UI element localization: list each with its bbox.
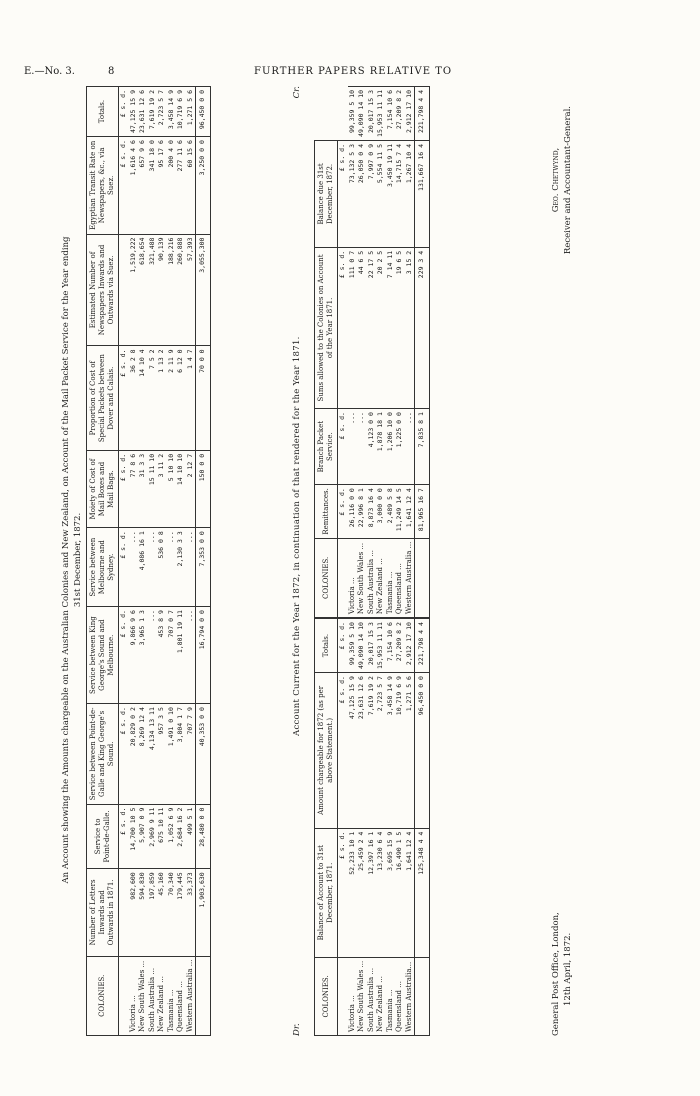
colony-name: Queensland ...: [395, 957, 405, 1035]
table-cell: 9,866 9 6: [129, 607, 139, 704]
table1-lsd-label: £ s. d.: [119, 804, 129, 869]
account-current-table: [314, 86, 430, 1036]
table2-col-header: Amount chargeable for 1872 (as per above Statement.): [315, 673, 338, 829]
colony-name: Western Australia...: [405, 957, 415, 1035]
table-cell: 2,684 16 2: [176, 804, 186, 869]
table2-lsd-label: £ s. d.: [338, 247, 348, 408]
table-cell: 1,801 19 11: [176, 607, 186, 704]
table-row: [157, 87, 167, 1036]
table-cell: 47,125 15 9: [348, 673, 358, 829]
table2-lsd-label: [338, 538, 348, 618]
table2-col-header: COLONIES.: [315, 957, 338, 1035]
table-cell: 20,017 15 3: [367, 87, 377, 141]
total-cell: 40,353 0 0: [196, 704, 211, 805]
total-cell: 96,450 0 0: [415, 673, 430, 829]
table-cell: 27,209 8 2: [395, 87, 405, 141]
table2-col-header: Totals.: [315, 618, 338, 672]
table-cell: 7,154 10 6: [386, 87, 396, 141]
table-cell: ...: [148, 528, 158, 607]
colony-name: New Zealand ...: [376, 957, 386, 1035]
table-cell: 1 13 2: [157, 346, 167, 450]
total-cell: 3,250 0 0: [196, 137, 211, 234]
table-cell: ...: [405, 409, 415, 485]
table-cell: 27,209 8 2: [395, 618, 405, 672]
table-cell: 15,953 11 11: [376, 87, 386, 141]
table-cell: 5,907 0 9: [138, 804, 148, 869]
table-row: [395, 87, 405, 1036]
table-cell: 99,359 5 10: [348, 618, 358, 672]
table-cell: 60 15 6: [186, 137, 196, 234]
table1-lsd-label: £ s. d.: [119, 704, 129, 805]
table-cell: 52,233 10 1: [348, 828, 358, 957]
table-cell: 2,723 5 7: [376, 673, 386, 829]
table-cell: 1,616 4 6: [129, 137, 139, 234]
total-cell: 221,798 4 4: [415, 87, 430, 141]
table1-lsd-label: £ s. d.: [119, 87, 129, 137]
credit-label: Cr.: [292, 86, 302, 99]
table-cell: 3 15 2: [405, 247, 415, 408]
table-cell: 10,719 6 9: [176, 87, 186, 137]
total-cell: 131,667 16 4: [415, 141, 430, 248]
total-cell: 28,480 0 0: [196, 804, 211, 869]
total-cell: 70 0 0: [196, 346, 211, 450]
table-cell: 14,700 10 5: [129, 804, 139, 869]
table-cell: 8,269 12 4: [138, 704, 148, 805]
table-cell: 22 17 5: [367, 247, 377, 408]
table-cell: 73,132 5 3: [348, 141, 358, 248]
table2-lsd-label: £ s. d.: [338, 828, 348, 957]
table-cell: 47,125 15 9: [129, 87, 139, 137]
table1-col-header: Estimated Number of Newspapers Inwards and Outwards via Suez.: [87, 234, 119, 346]
table1-lsd-label: £ s. d.: [119, 450, 129, 527]
office-block: [550, 912, 574, 1036]
colony-name: Queensland ...: [176, 956, 186, 1035]
colony-name: Tasmania ...: [167, 956, 177, 1035]
table-cell: ...: [357, 409, 367, 485]
mail-packet-service-table: [86, 86, 211, 1036]
table-cell: ...: [348, 409, 358, 485]
table-cell: 2,489 5 8: [386, 485, 396, 538]
table-cell: 33,373: [186, 869, 196, 956]
total-cell: 16,794 0 0: [196, 607, 211, 704]
colony-name: Tasmania ...: [386, 538, 396, 618]
table-cell: ...: [186, 607, 196, 704]
table-cell: 16,490 1 5: [395, 828, 405, 957]
table-cell: 3,965 1 3: [138, 607, 148, 704]
table1-lsd-label: £ s. d.: [119, 137, 129, 234]
table-cell: 44 6 5: [357, 247, 367, 408]
total-cell: 96,450 0 0: [196, 87, 211, 137]
signature-block: [550, 106, 574, 254]
table-cell: 453 8 9: [157, 607, 167, 704]
total-cell: [415, 957, 430, 1035]
table-cell: 23,631 12 6: [138, 87, 148, 137]
table-cell: ...: [129, 528, 139, 607]
table2-col-header: Balance due 31st December, 1872.: [315, 141, 338, 248]
table1-col-header: Egyptian Transit Rate on Newspapers, &c., via Suez.: [87, 137, 119, 234]
table1-col-header: Service between Point-de-Galle and King George's Sound.: [87, 704, 119, 805]
table-row: [376, 87, 386, 1036]
table-row: [367, 87, 377, 1036]
table1-col-header: Proportion of Cost of Special Packets between Dover and Calais.: [87, 346, 119, 450]
table-cell: 2,912 17 10: [405, 618, 415, 672]
colony-name: Western Australia ...: [186, 956, 196, 1035]
table-cell: 90,139: [157, 234, 167, 346]
table-cell: 1 4 7: [186, 346, 196, 450]
table-row: [186, 87, 196, 1036]
table-cell: 70,340: [167, 869, 177, 956]
table1-lsd-label: £ s. d.: [119, 528, 129, 607]
table-row: [129, 87, 139, 1036]
table1-lsd-label: [119, 956, 129, 1035]
running-title: FURTHER PAPERS RELATIVE TO: [254, 66, 453, 77]
table-cell: 1,641 12 4: [405, 828, 415, 957]
table-cell: 3 11 2: [157, 450, 167, 527]
table-cell: 7 5 2: [148, 346, 158, 450]
table-cell: 594,830: [138, 869, 148, 956]
table-cell: 49,090 14 10: [357, 87, 367, 141]
table-row: [386, 87, 396, 1036]
colony-name: Victoria ...: [348, 957, 358, 1035]
table2-col-header: Branch Packet Service.: [315, 409, 338, 485]
table-cell: 6 12 0: [176, 346, 186, 450]
table-row: [348, 87, 358, 1036]
table-row: [176, 87, 186, 1036]
totals-row: [415, 87, 430, 1036]
office-name: General Post Office, London,: [551, 912, 561, 1036]
table-cell: 4,134 13 11: [148, 704, 158, 805]
table-cell: 1,641 12 4: [405, 485, 415, 538]
table-cell: 22,996 8 1: [357, 485, 367, 538]
table-cell: 957 3 5: [157, 704, 167, 805]
table-cell: 5 10 10: [167, 450, 177, 527]
table-cell: 707 7 9: [186, 704, 196, 805]
total-cell: 229 3 4: [415, 247, 430, 408]
table-cell: 15 11 10: [148, 450, 158, 527]
table-cell: 1,206 10 0: [386, 409, 396, 485]
table-row: [167, 87, 177, 1036]
total-cell: 125,348 4 4: [415, 828, 430, 957]
table-cell: 7,997 0 9: [367, 141, 377, 248]
table-cell: 200 4 0: [167, 137, 177, 234]
table1-col-header: Totals.: [87, 87, 119, 137]
table-cell: 2 11 9: [167, 346, 177, 450]
total-cell: 81,965 16 7: [415, 485, 430, 538]
table-cell: 20,829 0 2: [129, 704, 139, 805]
table-cell: 26,050 0 4: [357, 141, 367, 248]
table-cell: 4,086 16 1: [138, 528, 148, 607]
table-cell: 95 17 6: [157, 137, 167, 234]
table-row: [357, 87, 367, 1036]
table1-lsd-label: [119, 234, 129, 346]
table-cell: 260,888: [176, 234, 186, 346]
colony-name: New South Wales ...: [138, 956, 148, 1035]
table-cell: 23,631 12 6: [357, 673, 367, 829]
table-cell: 657 9 6: [138, 137, 148, 234]
table2-col-header: COLONIES.: [315, 538, 338, 618]
debit-label: Dr.: [292, 1023, 302, 1036]
table-cell: 982,600: [129, 869, 139, 956]
table-cell: 3,695 15 9: [386, 828, 396, 957]
colony-name: New Zealand ...: [157, 956, 167, 1035]
table1-col-header: Number of Letters Inwards and Outwards in 1871.: [87, 869, 119, 956]
colony-name: Victoria ...: [129, 956, 139, 1035]
total-cell: 1,903,630: [196, 869, 211, 956]
total-cell: 150 0 0: [196, 450, 211, 527]
table-cell: 7 14 11: [386, 247, 396, 408]
table-cell: 19 6 5: [395, 247, 405, 408]
table-cell: 1,519,222: [129, 234, 139, 346]
table-cell: 5,554 11 5: [376, 141, 386, 248]
table-cell: 2,130 3 3: [176, 528, 186, 607]
table2-lsd-label: £ s. d.: [338, 485, 348, 538]
table-cell: ...: [186, 528, 196, 607]
table-cell: 2,969 9 11: [148, 804, 158, 869]
colony-name: South Australia ...: [148, 956, 158, 1035]
table-cell: 7,154 10 6: [386, 618, 396, 672]
table-cell: 197,859: [148, 869, 158, 956]
table2-lsd-label: £ s. d.: [338, 618, 348, 672]
page-number: 8: [108, 66, 116, 77]
table-row: [405, 87, 415, 1036]
table-cell: 3,458 14 9: [386, 673, 396, 829]
table-cell: 1,052 6 9: [167, 804, 177, 869]
table-cell: 341 18 0: [148, 137, 158, 234]
table-row: [138, 87, 148, 1036]
table-cell: 20,017 15 3: [367, 618, 377, 672]
table-cell: 277 11 6: [176, 137, 186, 234]
rotated-page-content: [52, 60, 648, 1060]
table-cell: 25,459 2 4: [357, 828, 367, 957]
table-cell: 3,458 14 9: [167, 87, 177, 137]
table2-lsd-label: [338, 957, 348, 1035]
table-cell: 3,000 0 0: [376, 485, 386, 538]
colony-name: Western Australia ...: [405, 538, 415, 618]
table-cell: 31 3 3: [138, 450, 148, 527]
document-reference: E.—No. 3.: [24, 66, 75, 77]
table-cell: 7,619 19 2: [367, 673, 377, 829]
total-cell: [196, 956, 211, 1035]
table-cell: 4,123 0 0: [367, 409, 377, 485]
table-cell: 12,397 16 1: [367, 828, 377, 957]
table1-col-header: Service to Point-de-Galle.: [87, 804, 119, 869]
table-row: [148, 87, 158, 1036]
table-cell: 2,912 17 10: [405, 87, 415, 141]
total-cell: [415, 538, 430, 618]
table-cell: 13,230 6 4: [376, 828, 386, 957]
table-cell: 14,715 7 4: [395, 141, 405, 248]
table-cell: 3,804 1 7: [176, 704, 186, 805]
table-cell: 618,654: [138, 234, 148, 346]
table1-lsd-label: [119, 869, 129, 956]
table-cell: 179,445: [176, 869, 186, 956]
table-cell: ...: [148, 607, 158, 704]
colony-name: Victoria ...: [348, 538, 358, 618]
table-cell: 1,271 5 6: [405, 673, 415, 829]
total-cell: 221,798 4 4: [415, 618, 430, 672]
table-cell: 1,267 10 4: [405, 141, 415, 248]
table-cell: 1,225 0 0: [395, 409, 405, 485]
table2-lsd-label: £ s. d.: [338, 141, 348, 248]
total-cell: 7,835 8 1: [415, 409, 430, 485]
signatory-name: Geo. Chetwynd,: [551, 147, 561, 213]
table1-col-header: COLONIES.: [87, 956, 119, 1035]
table-cell: 188,216: [167, 234, 177, 346]
table2-col-header: Sums allowed to the Colonies on Account of the Year 1871.: [315, 247, 338, 408]
table-cell: 49,090 14 10: [357, 618, 367, 672]
table-cell: 10,719 6 9: [395, 673, 405, 829]
signatory-role: Receiver and Accountant-General.: [563, 106, 573, 255]
table-cell: 2 12 7: [186, 450, 196, 527]
table-cell: 1,878 18 1: [376, 409, 386, 485]
table-cell: 675 10 11: [157, 804, 167, 869]
colony-name: Tasmania ...: [386, 957, 396, 1035]
table-cell: 57,393: [186, 234, 196, 346]
table1-lsd-label: £ s. d.: [119, 607, 129, 704]
total-cell: 3,055,300: [196, 234, 211, 346]
table2-lsd-label: £ s. d.: [338, 673, 348, 829]
totals-row: [196, 87, 211, 1036]
table-cell: 111 0 7: [348, 247, 358, 408]
table2-lsd-label: £ s. d.: [338, 409, 348, 485]
table-cell: ...: [167, 528, 177, 607]
colony-name: New South Wales ...: [357, 957, 367, 1035]
table-cell: 77 8 6: [129, 450, 139, 527]
table-cell: 499 5 1: [186, 804, 196, 869]
table-cell: 3,450 19 11: [386, 141, 396, 248]
table2-col-header: Balance of Account to 31st December, 1871.: [315, 828, 338, 957]
table-cell: 8,873 16 4: [367, 485, 377, 538]
table1-title: An Account showing the Amounts chargeable on the Australian Colonies and New Zealand, on Account of the Mail Packet Service for the Year ending 31st December, 1872.: [61, 236, 83, 884]
account-current-title: Account Current for the Year 1872, in continuation of that rendered for the Year 1871.: [292, 336, 302, 736]
table1-col-header: Service between Melbourne and Sydney.: [87, 528, 119, 607]
table2-col-header: Remittances.: [315, 485, 338, 538]
table-cell: 36 2 8: [129, 346, 139, 450]
table-cell: 45,160: [157, 869, 167, 956]
table-cell: 321,488: [148, 234, 158, 346]
table-cell: 99,359 5 10: [348, 87, 358, 141]
table-cell: 7,619 19 2: [148, 87, 158, 137]
total-cell: 7,353 0 0: [196, 528, 211, 607]
table-cell: 11,249 14 5: [395, 485, 405, 538]
colony-name: Queensland ...: [395, 538, 405, 618]
table-cell: 1,491 0 10: [167, 704, 177, 805]
table-cell: 707 0 7: [167, 607, 177, 704]
table-cell: 14 10 10: [176, 450, 186, 527]
table1-col-header: Service between King George's Sound and Melbourne.: [87, 607, 119, 704]
table-cell: 2,723 5 7: [157, 87, 167, 137]
table-cell: 20 2 5: [376, 247, 386, 408]
table-cell: 14 10 4: [138, 346, 148, 450]
table-cell: 26,116 0 0: [348, 485, 358, 538]
colony-name: New Zealand ...: [376, 538, 386, 618]
table-cell: 15,953 11 11: [376, 618, 386, 672]
table1-col-header: Moiety of Cost of Mail Boxes and Mail Bags.: [87, 450, 119, 527]
table-cell: 536 0 8: [157, 528, 167, 607]
colony-name: South Australia ...: [367, 957, 377, 1035]
colony-name: New South Wales ...: [357, 538, 367, 618]
table1-lsd-label: £ s. d.: [119, 346, 129, 450]
table-cell: 1,271 5 6: [186, 87, 196, 137]
colony-name: South Australia ...: [367, 538, 377, 618]
office-date: 12th April, 1872.: [563, 932, 573, 1006]
